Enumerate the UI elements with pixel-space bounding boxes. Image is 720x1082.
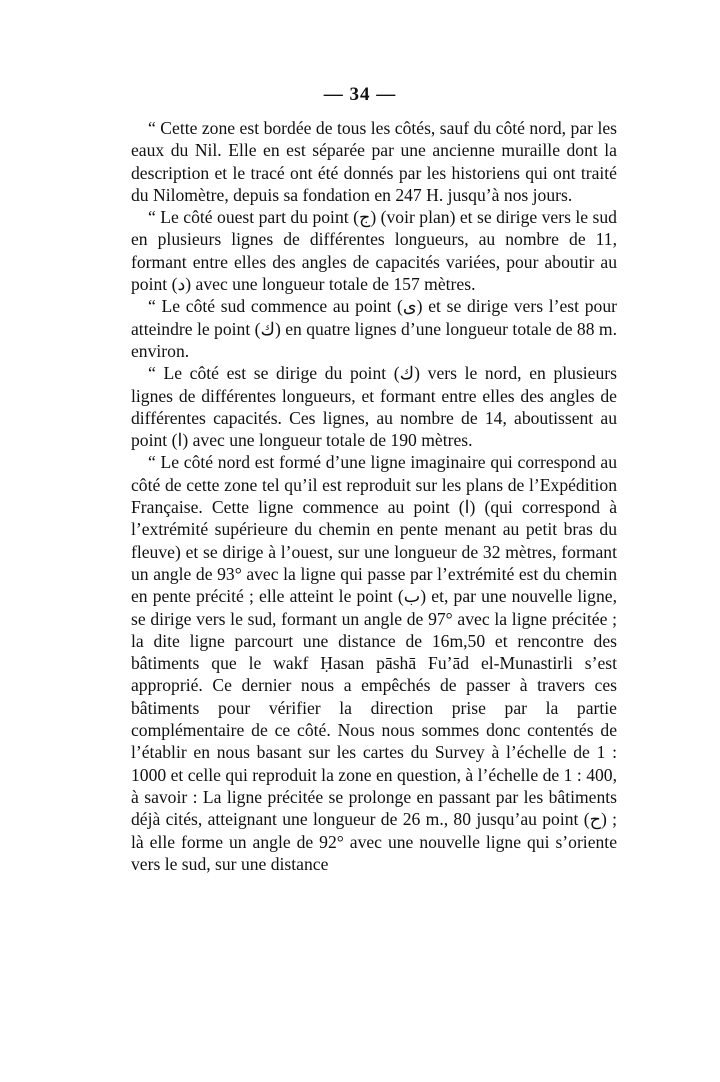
paragraph: “ Cette zone est bordée de tous les côtés, sauf du côté nord, par les eaux du Nil. Elle en est séparée par une ancienne muraille dont la description et le tracé ont été donnés par les historiens qui ont traité du Nilomètre, depuis sa fondation en 247 H. jusqu’à nos jours. [131, 118, 617, 205]
body-text [131, 117, 617, 875]
page-number: — 34 — [323, 84, 397, 105]
paragraph: “ Le côté nord est formé d’une ligne imaginaire qui correspond au côté de cette zone tel qu’il est reproduit sur les plans de l’Expédition Française. Cette ligne commence au point (ا) (qui correspond à l’extrémité supérieure du chemin en pente menant au petit bras du fleuve) et se dirige à l’ouest, sur une longueur de 32 mètres, formant un angle de 93° avec la ligne qui passe par l’extrémité est du chemin en pente précité ; elle atteint le point (ب) et, par une nouvelle ligne, se dirige vers le sud, formant un angle de 97° avec la ligne précitée ; la dite ligne parcourt une distance de 16m,50 et rencontre des bâtiments que le wakf Ḥasan pāshā Fu’ād el-Munastirli s’est approprié. Ce dernier nous a empêchés de passer à travers ces bâtiments pour vérifier la direction prise par la partie complémentaire de ce côté. Nous nous sommes donc contentés de l’établir en nous basant sur les cartes du Survey à l’échelle de 1 : 1000 et celle qui reproduit la zone en question, à l’échelle de 1 : 400, à savoir : La ligne précitée se prolonge en passant par les bâtiments déjà cités, atteignant une longueur de 26 m., 80 jusqu’au point (ح) ; là elle forme un angle de 92° avec une nouvelle ligne qui s’oriente vers le sud, sur une distance [131, 452, 618, 874]
paragraph: “ Le côté est se dirige du point (ك) vers le nord, en plusieurs lignes de différentes longueurs, et formant entre elles des angles de différentes capacités. Ces lignes, au nombre de 14, aboutissent au point (ا) avec une longueur totale de 190 mètres. [131, 363, 617, 451]
paragraph: “ Le côté ouest part du point (ج) (voir plan) et se dirige vers le sud en plusieurs lignes de différentes longueurs, au nombre de 11, formant entre elles des angles de capacités variées, pour aboutir au point (د) avec une longueur totale de 157 mètres. [131, 207, 617, 295]
paragraph: “ Le côté sud commence au point (ى) et se dirige vers l’est pour atteindre le point (ك) en quatre lignes d’une longueur totale de 88 m. environ. [131, 296, 617, 361]
